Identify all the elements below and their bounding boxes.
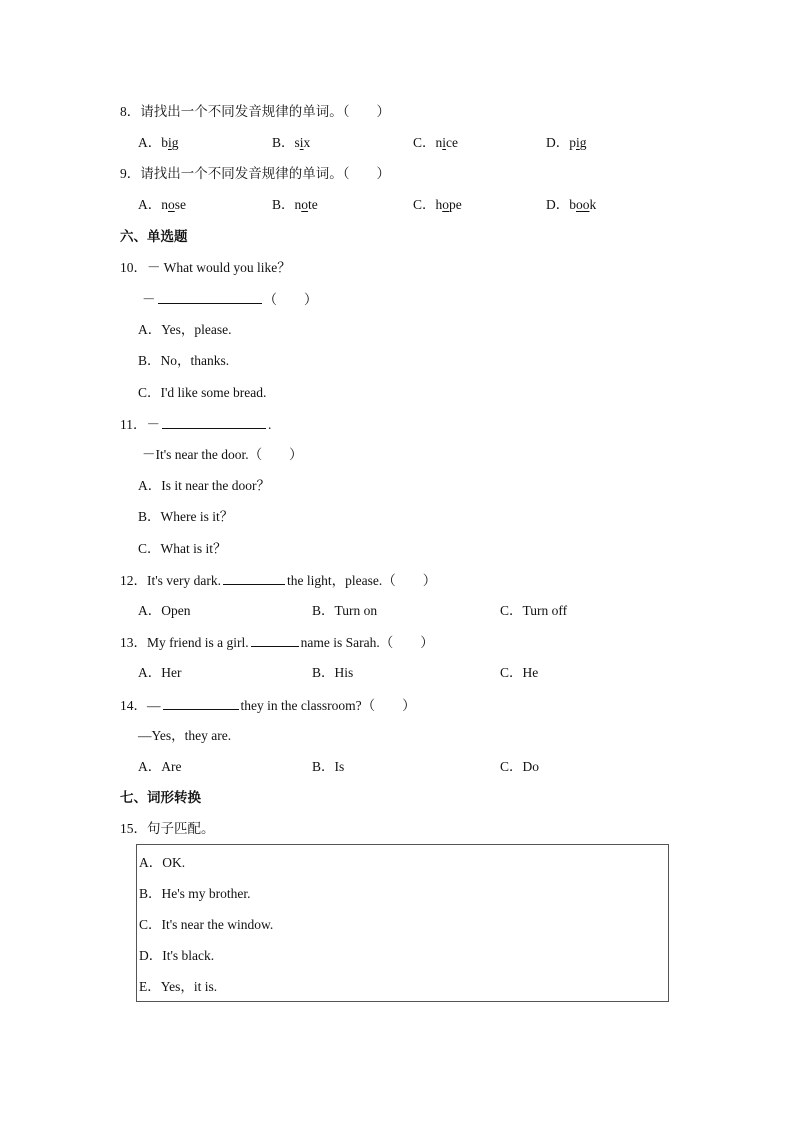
q8-stem: 8．请找出一个不同发音规律的单词。（ ） [120,104,390,119]
q15-match-box [136,844,669,1002]
q12-option-c[interactable]: C．Turn off [500,603,568,618]
q13-blank[interactable] [251,633,299,647]
q11-option-b[interactable]: B．Where is it？ [138,509,234,524]
q10-blank[interactable] [158,290,262,304]
q9-option-b[interactable]: B．note [272,197,318,212]
q10-option-b[interactable]: B．No，thanks. [138,353,230,368]
q8-option-a[interactable]: A．big [138,135,179,150]
q11-stem: 11．－ . [120,417,272,432]
q14-option-c[interactable]: C．Do [500,759,540,774]
q14-option-a[interactable]: A．Are [138,759,182,774]
q15-stem: 15．句子匹配。 [120,821,215,836]
q8-option-b[interactable]: B．six [272,135,311,150]
q9-option-a[interactable]: A．nose [138,197,186,212]
q15-item-c: C．It's near the window. [139,917,274,932]
q12-blank[interactable] [223,571,285,585]
q15-item-e: E．Yes，it is. [139,979,218,994]
q14-reply: —Yes，they are. [138,728,232,743]
section-6-heading: 六、单选题 [120,229,188,244]
q13-option-c[interactable]: C．He [500,665,539,680]
q12-option-b[interactable]: B．Turn on [312,603,378,618]
q14-stem: 14．— they in the classroom?（ ） [120,698,416,713]
q14-option-b[interactable]: B．Is [312,759,345,774]
q15-item-b: B．He's my brother. [139,886,251,901]
q11-reply: －It's near the door.（ ） [142,447,303,462]
q8-option-d[interactable]: D．pig [546,135,587,150]
q10-option-c[interactable]: C．I'd like some bread. [138,385,267,400]
q10-answer-line: － （ ） [142,292,318,307]
q9-stem: 9．请找出一个不同发音规律的单词。（ ） [120,166,390,181]
q8-option-c[interactable]: C．nice [413,135,459,150]
q12-stem: 12．It's very dark. the light，please.（ ） [120,573,437,588]
q13-option-a[interactable]: A．Her [138,665,182,680]
q14-blank[interactable] [163,696,239,710]
q11-option-a[interactable]: A．Is it near the door？ [138,478,270,493]
q11-option-c[interactable]: C．What is it？ [138,541,227,556]
q12-option-a[interactable]: A．Open [138,603,191,618]
q9-option-c[interactable]: C．hope [413,197,462,212]
q10-option-a[interactable]: A．Yes，please. [138,322,232,337]
q13-stem: 13．My friend is a girl. name is Sarah.（ ） [120,635,434,650]
q15-item-a: A．OK. [139,855,186,870]
q10-stem: 10．－ What would you like？ [120,260,291,275]
q13-option-b[interactable]: B．His [312,665,354,680]
section-7-heading: 七、词形转换 [120,790,201,805]
q15-item-d: D．It's black. [139,948,215,963]
q9-option-d[interactable]: D．book [546,197,597,212]
q11-blank[interactable] [162,415,266,429]
